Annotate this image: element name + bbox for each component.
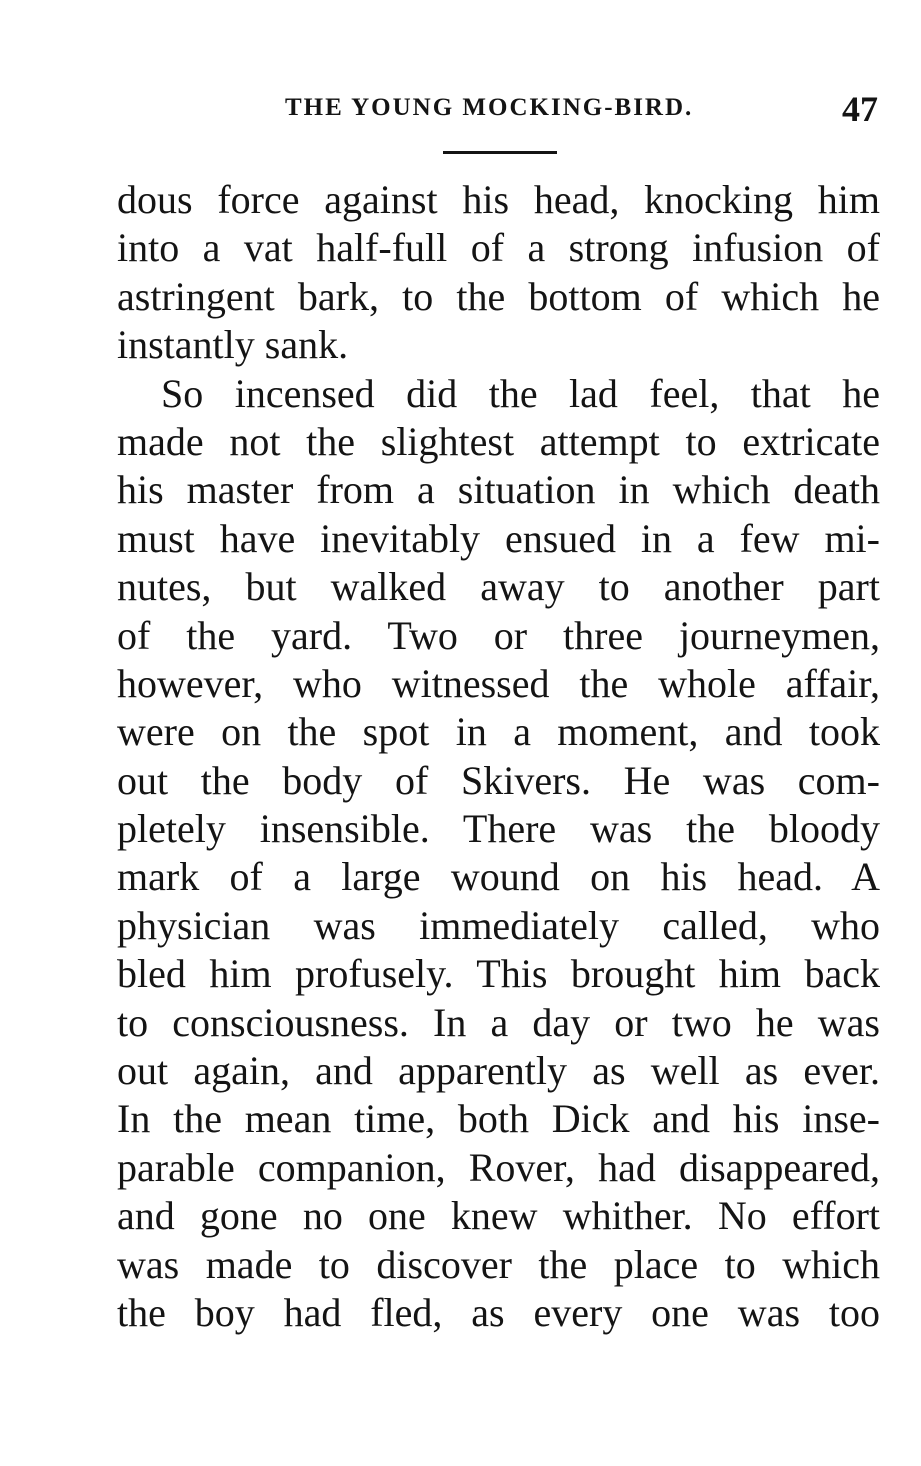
text-line: nutes, but walked away to another part [117,564,880,610]
text-line: however, who witnessed the whole affair, [117,660,880,706]
text-line: out again, and apparently as well as ever. [117,1048,880,1094]
text-line: made not the slightest attempt to extricate [117,418,880,464]
text-line: mark of a large wound on his head. A [117,854,880,900]
text-line: were on the spot in a moment, and took [117,709,880,755]
text-line: parable companion, Rover, had disappeared, [117,1144,880,1190]
page-number: 47 [842,89,878,129]
text-line: and gone no one knew whither. No effort [117,1193,880,1239]
header-rule [443,151,557,154]
text-line: bled him profusely. This brought him back [117,951,880,997]
text-line: was made to discover the place to which [117,1241,880,1287]
text-line: into a vat half-full of a strong infusion of [117,225,880,271]
text-line: to consciousness. In a day or two he was [117,999,880,1045]
running-title: THE YOUNG MOCKING-BIRD. [285,94,694,121]
text-line: astringent bark, to the bottom of which he [117,273,880,319]
text-line: dous force against his head, knocking him [117,177,880,222]
body-text [117,176,880,1337]
text-line: instantly sank. [117,322,349,368]
text-line: the boy had fled, as every one was too [117,1289,880,1335]
text-line: of the yard. Two or three journeymen, [117,612,880,658]
running-head [285,88,880,132]
text-line: pletely insensible. There was the bloody [117,806,880,852]
text-line: his master from a situation in which death [117,467,880,513]
text-line: out the body of Skivers. He was com- [117,757,880,803]
text-line: must have inevitably ensued in a few mi- [117,515,880,561]
text-line: In the mean time, both Dick and his inse- [117,1096,880,1142]
text-line: physician was immediately called, who [117,902,880,948]
text-line: So incensed did the lad feel, that he [161,370,880,416]
